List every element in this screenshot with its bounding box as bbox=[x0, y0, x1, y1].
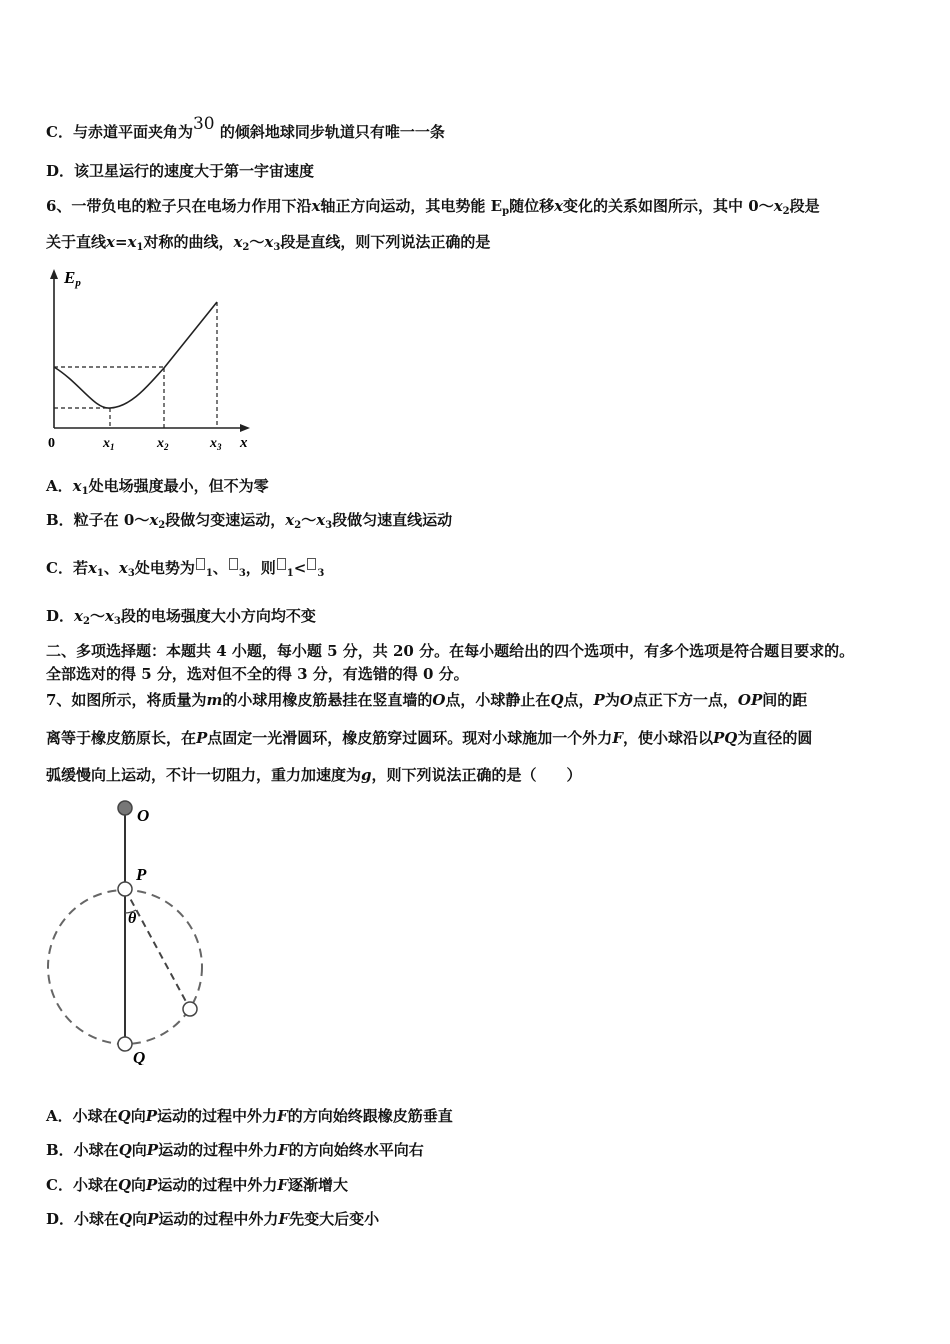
section2-line1: 二、多项选择题：本题共 4 小题，每小题 5 分，共 20 分。在每小题给出的四个选项中，有多个选项是符合题目要求的。 bbox=[46, 642, 855, 660]
ball-at-q bbox=[118, 1037, 132, 1051]
origin-label: 0 bbox=[48, 436, 55, 451]
label-theta: θ bbox=[128, 910, 137, 927]
missing-glyph-phi bbox=[277, 558, 286, 570]
q6-ep-graph bbox=[40, 265, 265, 455]
q6-option-a: A．$x_1$处电场强度最小，但不为零 bbox=[46, 477, 269, 497]
missing-glyph-phi bbox=[229, 558, 238, 570]
q7-option-b: B．小球在Q向P运动的过程中外力F的方向始终水平向右 bbox=[46, 1141, 424, 1159]
rubber-band-dashed bbox=[125, 889, 190, 1009]
x-axis-label: x bbox=[240, 435, 248, 451]
y-axis-label: Ep bbox=[64, 268, 81, 289]
label-p: P bbox=[136, 865, 147, 884]
label-o: O bbox=[137, 806, 150, 825]
q7-option-a: A．小球在Q向P运动的过程中外力F的方向始终跟橡皮筋垂直 bbox=[46, 1107, 453, 1125]
ring-at-p bbox=[118, 882, 132, 896]
q5-option-c: C．与赤道平面夹角为30 的倾斜地球同步轨道只有唯一一条 bbox=[46, 114, 445, 141]
q6-option-d: D．$x_2\sim x_3$段的电场强度大小方向均不变 bbox=[46, 607, 316, 627]
ep-curve bbox=[54, 302, 217, 408]
y-axis-arrow bbox=[50, 269, 58, 279]
q7-option-d: D．小球在Q向P运动的过程中外力F先变大后变小 bbox=[46, 1210, 380, 1228]
label-q: Q bbox=[133, 1048, 146, 1065]
q6-stem-line1: 6、一带负电的粒子只在电场力作用下沿x轴正方向运动，其电势能 $E_p$随位移x变化的关系如图所示，其中 $0\sim x_2$段是 bbox=[46, 197, 820, 217]
angle-value: 30 bbox=[192, 114, 215, 134]
tick-x3: $x_3$ bbox=[210, 436, 222, 452]
q7-ring-figure bbox=[40, 795, 220, 1065]
tick-x2: $x_2$ bbox=[157, 436, 169, 452]
q7-stem-line3: 弧缓慢向上运动，不计一切阻力，重力加速度为g，则下列说法正确的是（ ） bbox=[46, 766, 582, 784]
missing-glyph-phi bbox=[307, 558, 316, 570]
x-axis-arrow bbox=[240, 424, 250, 432]
q6-option-b: B．粒子在 $0\sim x_2$段做匀变速运动，$x_2\sim x_3$段做匀速直线运动 bbox=[46, 511, 453, 531]
ball-on-arc bbox=[183, 1002, 197, 1016]
q5-option-d: D．该卫星运行的速度大于第一宇宙速度 bbox=[46, 162, 315, 180]
point-o-nail bbox=[118, 801, 132, 815]
q7-option-c: C．小球在Q向P运动的过程中外力F逐渐增大 bbox=[46, 1176, 349, 1194]
q6-stem-line2: 关于直线$x=x_1$对称的曲线，$x_2\sim x_3$段是直线，则下列说法正确的是 bbox=[46, 233, 491, 253]
missing-glyph-phi bbox=[196, 558, 205, 570]
q7-stem-line2: 离等于橡皮筋原长，在P点固定一光滑圆环，橡皮筋穿过圆环。现对小球施加一个外力F，使小球沿以PQ为直径的圆 bbox=[46, 729, 813, 747]
q6-option-c: C．若$x_1$、$x_3$处电势为 $_1$、 $_3$，则 $_1$< $_3$ bbox=[46, 559, 325, 579]
q7-stem-line1: 7、如图所示，将质量为m的小球用橡皮筋悬挂在竖直墙的O点，小球静止在Q点，P为O点正下方一点，OP间的距 bbox=[46, 691, 808, 709]
tick-x1: $x_1$ bbox=[103, 436, 115, 452]
section2-line2: 全部选对的得 5 分，选对但不全的得 3 分，有选错的得 0 分。 bbox=[46, 665, 469, 683]
